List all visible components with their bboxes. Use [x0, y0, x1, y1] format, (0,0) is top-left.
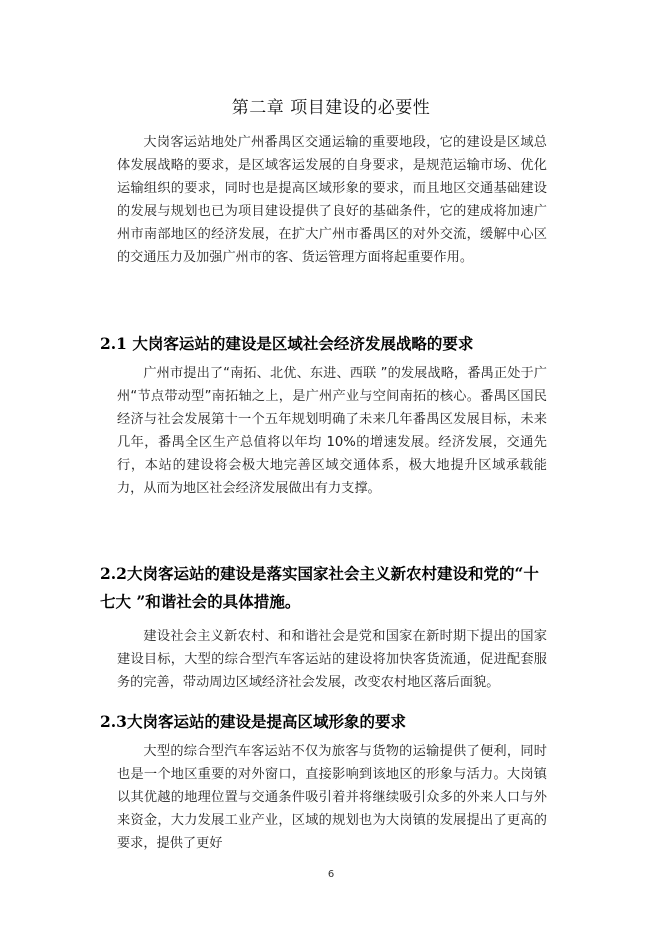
page-number: 6: [327, 869, 335, 880]
section-heading-2-2: 2.2大岗客运站的建设是落实国家社会主义新农村建设和党的“十七大 ”和谐社会的具体措施。: [100, 564, 539, 611]
chapter-title: 第二章 项目建设的必要性: [231, 98, 431, 118]
section-body-2-2: 建设社会主义新农村、和和谐社会是党和国家在新时期下提出的国家建设目标，大型的综合型汽车客运站的建设将加快客货流通，促进配套服务的完善，带动周边区域经济社会发展，改变农村地区落后面貌。: [117, 629, 547, 690]
intro-paragraph: 大岗客运站地处广州番禺区交通运输的重要地段，它的建设是区域总体发展战略的要求，是区域客运发展的自身要求，是规范运输市场、优化运输组织的要求，同时也是提高区域形象的要求，而且地区交通基础建设的发展与规划也已为项目建设提供了良好的基础条件，它的建成将加速广州市南部地区的经济发展，在扩大广州市番禺区的对外交流，缓解中心区的交通压力及加强广州市的客、货运管理方面将起重要作用。: [117, 135, 547, 265]
section-body-2-1: 广州市提出了“南拓、北优、东进、西联 ”的发展战略，番禺正处于广州“节点带动型”南拓轴之上，是广州产业与空间南拓的核心。番禺区国民经济与社会发展第十一个五年规划明确了未来几年番禺区发展目标，未来几年，番禺全区生产总值将以年均 10%的增速发展。经济发展，交通先行，本站的建设将会极大地完善区域交通体系，极大地提升区域承载能力，从而为地区社会经济发展做出有力支撑。: [117, 366, 547, 496]
section-body-2-3: 大型的综合型汽车客运站不仅为旅客与货物的运输提供了便利，同时也是一个地区重要的对外窗口，直接影响到该地区的形象与活力。大岗镇以其优越的地理位置与交通条件吸引着并将继续吸引众多的外来人口与外来资金，大力发展工业产业，区域的规划也为大岗镇的发展提出了更高的要求，提供了更好: [117, 744, 547, 851]
section-heading-2-3: 2.3大岗客运站的建设是提高区域形象的要求: [100, 712, 406, 731]
section-heading-2-1: 2.1 大岗客运站的建设是区域社会经济发展战略的要求: [100, 334, 474, 353]
